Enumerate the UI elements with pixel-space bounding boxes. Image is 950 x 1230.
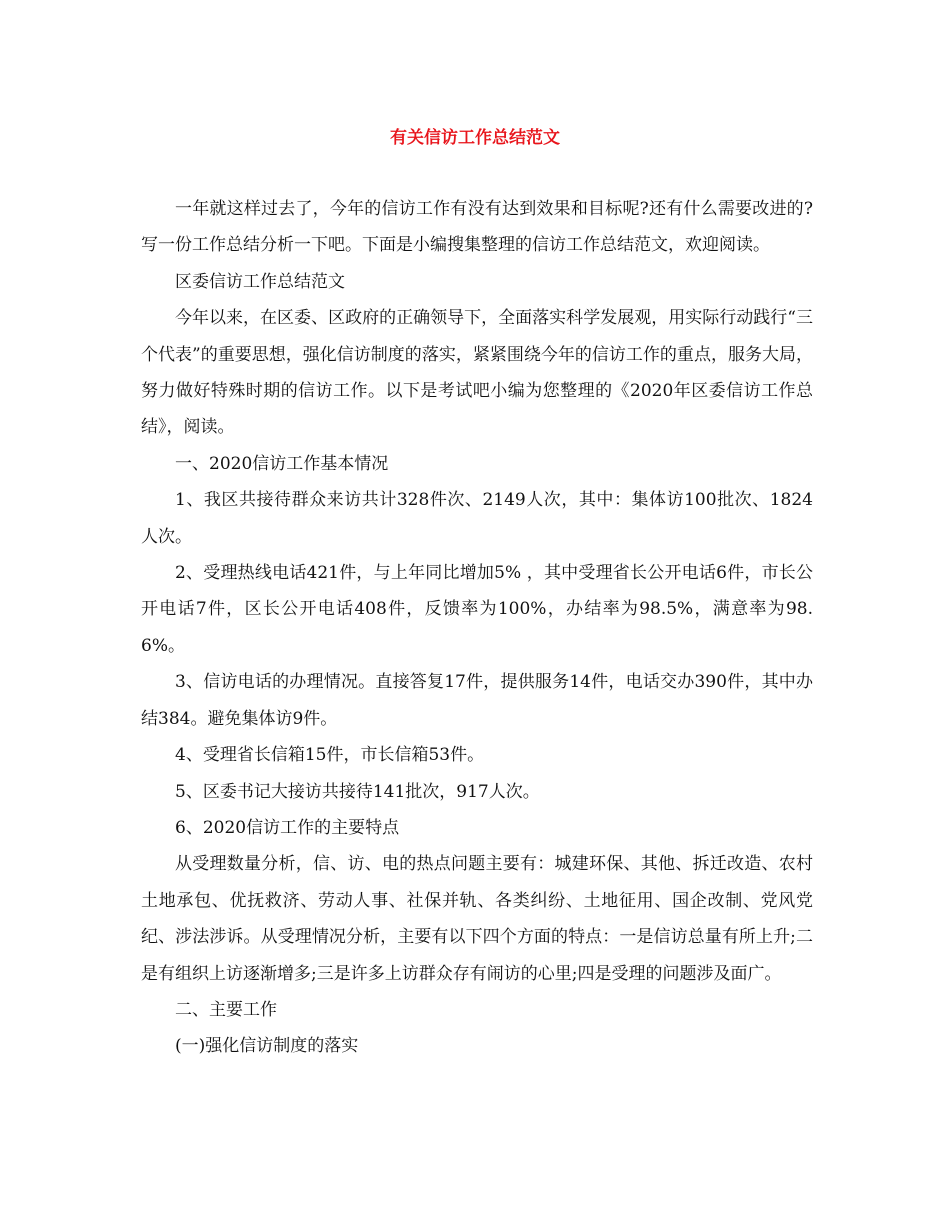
section-heading-1: 一、2020信访工作基本情况 (175, 453, 389, 474)
paragraph-item-6: 6、2020信访工作的主要特点 (175, 817, 400, 838)
paragraph-item-2: 2、受理热线电话421件，与上年同比增加5% ，其中受理省长公开电话6件，市长公开电话7件，区长公开电话408件，反馈率为100%，办结率为98.5%，满意率为98.6%。 (141, 563, 813, 656)
paragraph-overview: 今年以来，在区委、区政府的正确领导下，全面落实科学发展观，用实际行动践行“三个代表”的重要思想，强化信访制度的落实，紧紧围绕今年的信访工作的重点，服务大局，努力做好特殊时期的信访工作。以下是考试吧小编为您整理的《2020年区委信访工作总结》，阅读。 (141, 308, 813, 438)
document-body (141, 191, 813, 1065)
subsection-heading-1: (一)强化信访制度的落实 (175, 1036, 359, 1057)
paragraph-analysis: 从受理数量分析，信、访、电的热点问题主要有：城建环保、其他、拆迁改造、农村土地承包、优抚救济、劳动人事、社保并轨、各类纠纷、土地征用、国企改制、党风党纪、涉法涉诉。从受理情况分析，主要有以下四个方面的特点：一是信访总量有所上升;二是有组织上访逐渐增多;三是许多上访群众存有闹访的心里;四是受理的问题涉及面广。 (141, 854, 813, 984)
paragraph-intro: 一年就这样过去了，今年的信访工作有没有达到效果和目标呢?还有什么需要改进的?写一份工作总结分析一下吧。下面是小编搜集整理的信访工作总结范文，欢迎阅读。 (141, 199, 813, 256)
document-title: 有关信访工作总结范文 (390, 128, 560, 148)
paragraph-item-4: 4、受理省长信箱15件，市长信箱53件。 (175, 745, 485, 766)
section-heading-2: 二、主要工作 (175, 999, 277, 1020)
paragraph-item-1: 1、我区共接待群众来访共计328件次、2149人次，其中：集体访100批次、1824人次。 (141, 490, 813, 547)
paragraph-item-5: 5、区委书记大接访共接待141批次，917人次。 (175, 781, 540, 802)
paragraph-item-3: 3、信访电话的办理情况。直接答复17件，提供服务14件，电话交办390件，其中办结384。避免集体访9件。 (141, 672, 813, 729)
paragraph-subtitle: 区委信访工作总结范文 (175, 271, 345, 292)
